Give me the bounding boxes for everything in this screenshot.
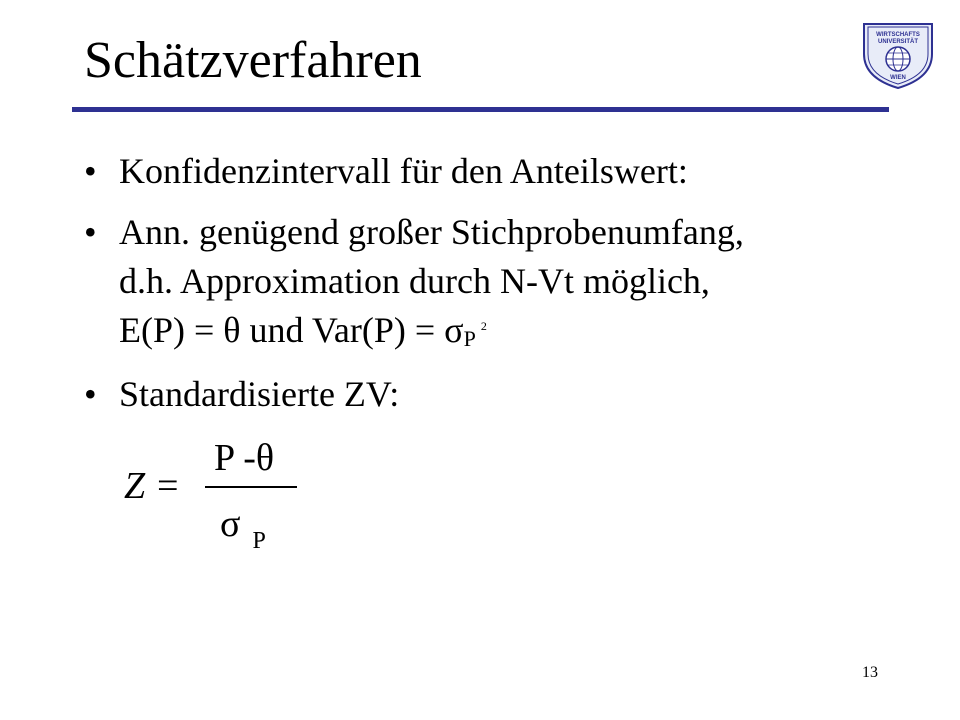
university-logo [858,18,938,90]
bullet-text: Konfidenzintervall für den Anteilswert: [119,151,688,191]
page-number: 13 [862,664,878,681]
sigma-subscript: P [463,326,476,351]
formula-lhs: Z = [124,465,181,507]
bullet-text: Standardisierte ZV: [119,374,400,414]
formula-numerator: P -θ [214,437,275,479]
bullet-text: Ann. genügend großer Stichprobenumfang, [119,212,744,252]
fraction-bar [205,486,297,488]
bullet-text: d.h. Approximation durch N-Vt möglich, [119,261,710,301]
logo-text-top: WIRTSCHAFTS [876,32,920,38]
bullet-marker: • [84,212,97,252]
bullet-marker: • [84,374,97,414]
denominator-symbol: σ [220,503,241,545]
bullet-text-with-sigma [119,308,487,357]
bullet-marker: • [84,151,97,191]
slide-title: Schätzverfahren [84,32,422,89]
bullet-text: E(P) = θ und Var(P) = σ [119,310,464,350]
logo-text-bottom: WIEN [890,75,906,81]
denominator-subscript: P [252,528,266,554]
sigma-superscript: 2 [480,319,487,333]
logo-text-middle: UNIVERSITÄT [877,39,919,45]
formula-denominator [220,502,266,554]
title-underline [72,107,889,112]
